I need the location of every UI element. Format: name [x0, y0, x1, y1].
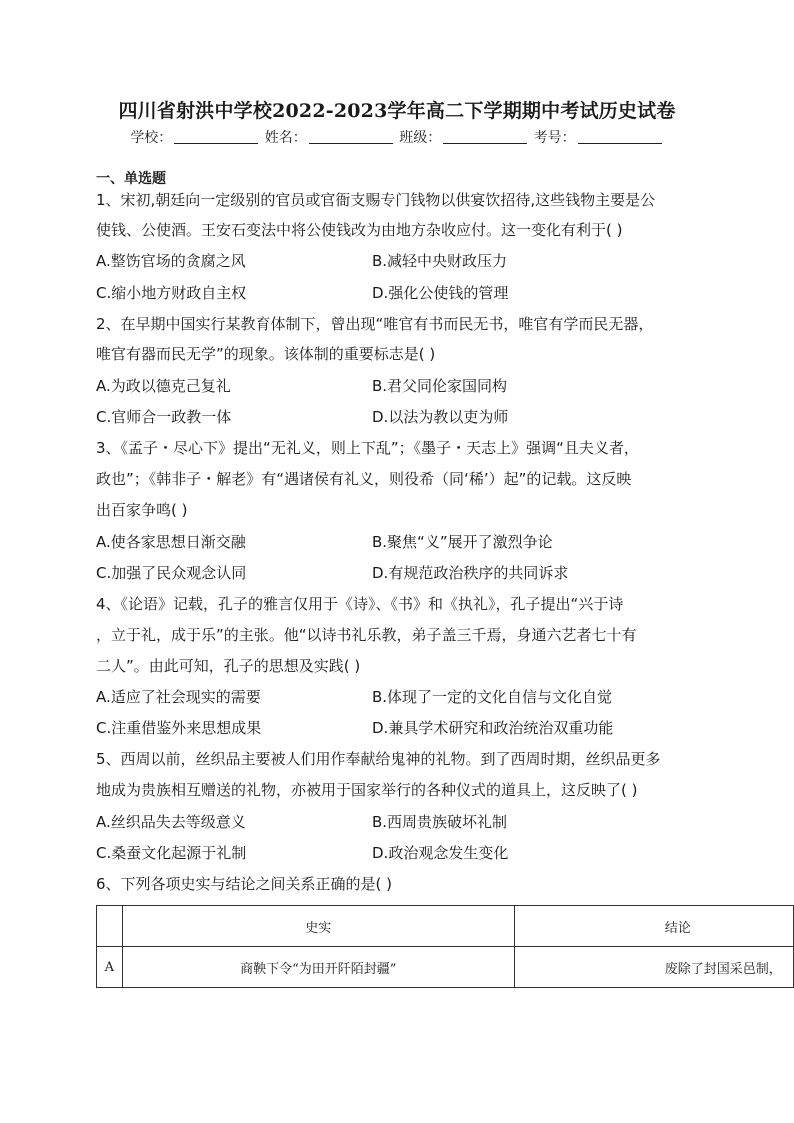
- question-2-option-a: A.为政以德克己复礼: [96, 377, 231, 395]
- question-2-option-d: D.以法为教以吏为师: [372, 408, 509, 426]
- question-1-option-b: B.减轻中央财政压力: [372, 252, 508, 270]
- table-header-index: [97, 906, 123, 947]
- question-4-option-b: B.体现了一定的文化自信与文化自觉: [372, 688, 613, 706]
- question-3-line-1: 3、《孟子・尽心下》提出“无礼义，则上下乱”；《墨子・天志上》强调“且夫义者，: [96, 439, 639, 457]
- name-blank[interactable]: [309, 129, 393, 144]
- question-5-option-d: D.政治观念发生变化: [372, 844, 509, 862]
- question-3-option-c: C.加强了民众观念认同: [96, 564, 247, 582]
- question-4-line-1: 4、《论语》记载，孔子的雅言仅用于《诗》、《书》和《执礼》，孔子提出“兴于诗: [96, 595, 624, 613]
- question-4-line-3: 二人”。由此可知，孔子的思想及实践( ): [96, 657, 361, 675]
- table-cell-conclusion-text: 废除了封国采邑制，: [664, 961, 782, 977]
- question-5-option-c: C.桑蚕文化起源于礼制: [96, 844, 247, 862]
- question-2-line-2: 唯官有器而民无学”的现象。该体制的重要标志是( ): [96, 345, 436, 363]
- exam-number-label: 考号：: [533, 130, 576, 146]
- question-1-option-d: D.强化公使钱的管理: [372, 284, 509, 302]
- question-4-line-2: ，立于礼，成于乐”的主张。他“以诗书礼乐教，弟子盖三千焉，身通六艺者七十有: [96, 626, 637, 644]
- question-5-line-2: 地成为贵族相互赠送的礼物，亦被用于国家举行的各种仪式的道具上，这反映了( ): [96, 781, 638, 799]
- question-4-option-c: C.注重借鉴外来思想成果: [96, 719, 262, 737]
- question-3-option-b: B.聚焦“义”展开了激烈争论: [372, 533, 553, 551]
- question-3-option-d: D.有规范政治秩序的共同诉求: [372, 564, 569, 582]
- table-cell-conclusion: [514, 947, 793, 988]
- section-heading: 一、单选题: [96, 171, 166, 187]
- question-5-line-1: 5、西周以前，丝织品主要被人们用作奉献给鬼神的礼物。到了西周时期，丝织品更多: [96, 750, 661, 768]
- question-3-option-a: A.使各家思想日渐交融: [96, 533, 246, 551]
- question-2-option-c: C.官师合一政教一体: [96, 408, 232, 426]
- table-cell-fact: 商鞅下令“为田开阡陌封疆”: [122, 947, 514, 988]
- school-label: 学校：: [130, 130, 173, 146]
- exam-number-blank[interactable]: [578, 129, 662, 144]
- question-1-line-2: 使钱、公使酒。王安石变法中将公使钱改为由地方杂收应付。这一变化有利于( ): [96, 221, 623, 239]
- question-1-line-1: 1、宋初,朝廷向一定级别的官员或官衙支赐专门钱物以供宴饮招待,这些钱物主要是公: [96, 191, 656, 209]
- page-title: 四川省射洪中学校2022-2023学年高二下学期期中考试历史试卷: [118, 100, 676, 122]
- question-4-option-d: D.兼具学术研究和政治统治双重功能: [372, 719, 614, 737]
- question-2-line-1: 2、在早期中国实行某教育体制下，曾出现“唯官有书而民无书，唯官有学而民无器，: [96, 315, 654, 333]
- facts-conclusion-table: [96, 905, 794, 988]
- table-header-facts: 史实: [122, 906, 514, 947]
- table-row: [97, 947, 794, 988]
- class-label: 班级：: [399, 130, 442, 146]
- table-header-conclusion: [514, 906, 793, 947]
- class-blank[interactable]: [443, 129, 527, 144]
- question-3-line-3: 出百家争鸣( ): [96, 501, 188, 519]
- table-header-conclusion-text: 结论: [664, 920, 691, 936]
- question-5-option-b: B.西周贵族破坏礼制: [372, 813, 508, 831]
- table-header-row: [97, 906, 794, 947]
- question-1-option-a: A.整饬官场的贪腐之风: [96, 252, 246, 270]
- question-1-option-c: C.缩小地方财政自主权: [96, 284, 247, 302]
- question-3-line-2: 政也”；《韩非子・解老》有“遇诸侯有礼义，则役希（同‘稀’）起”的记载。这反映: [96, 470, 632, 488]
- school-blank[interactable]: [174, 129, 258, 144]
- student-info-line: [0, 127, 794, 147]
- table-cell-option: A: [97, 947, 123, 988]
- question-6-line-1: 6、下列各项史实与结论之间关系正确的是( ): [96, 875, 393, 893]
- name-label: 姓名：: [264, 130, 307, 146]
- question-2-option-b: B.君父同伦家国同构: [372, 377, 508, 395]
- question-4-option-a: A.适应了社会现实的需要: [96, 688, 261, 706]
- question-5-option-a: A.丝织品失去等级意义: [96, 813, 246, 831]
